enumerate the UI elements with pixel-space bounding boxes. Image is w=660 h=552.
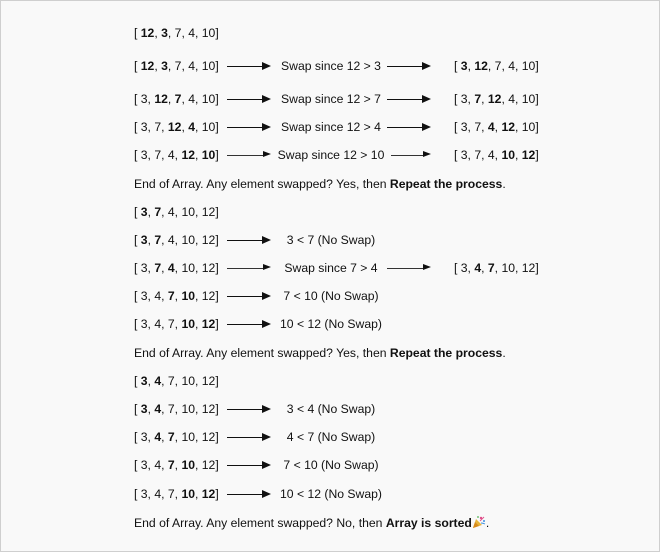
arrow-icon bbox=[227, 402, 271, 416]
arrow-icon bbox=[227, 92, 271, 106]
arrow-icon bbox=[227, 148, 271, 162]
result-array: [ 3, 7, 12, 4, 10] bbox=[454, 92, 539, 106]
arrow-icon bbox=[227, 289, 271, 303]
compare-label: Swap since 12 > 7 bbox=[281, 92, 381, 106]
end-of-pass-note: End of Array. Any element swapped? Yes, then Repeat the process. bbox=[134, 346, 506, 360]
compare-label: Swap since 12 > 4 bbox=[281, 120, 381, 134]
arrow-icon bbox=[227, 261, 271, 275]
compare-left-array: [ 3, 7, 4, 10, 12] bbox=[134, 233, 219, 247]
arrow-icon bbox=[227, 120, 271, 134]
result-array: [ 3, 12, 7, 4, 10] bbox=[454, 59, 539, 73]
arrow-icon bbox=[391, 148, 431, 162]
compare-left-array: [ 3, 4, 7, 10, 12] bbox=[134, 402, 219, 416]
arrow-icon bbox=[227, 317, 271, 331]
compare-label: 7 < 10 (No Swap) bbox=[283, 458, 379, 472]
compare-label: 3 < 4 (No Swap) bbox=[286, 402, 376, 416]
compare-left-array: [ 3, 7, 12, 4, 10] bbox=[134, 120, 219, 134]
arrow-icon bbox=[227, 487, 271, 501]
compare-left-array: [ 3, 4, 7, 10, 12] bbox=[134, 289, 219, 303]
arrow-icon bbox=[227, 233, 271, 247]
end-of-sort-note: End of Array. Any element swapped? No, then Array is sorted . bbox=[134, 516, 490, 530]
compare-label: 3 < 7 (No Swap) bbox=[286, 233, 376, 247]
compare-left-array: [ 12, 3, 7, 4, 10] bbox=[134, 59, 219, 73]
compare-left-array: [ 3, 4, 7, 10, 12] bbox=[134, 458, 219, 472]
compare-left-array: [ 3, 7, 4, 10, 12] bbox=[134, 261, 219, 275]
result-array: [ 3, 4, 7, 10, 12] bbox=[454, 261, 539, 275]
compare-label: 10 < 12 (No Swap) bbox=[280, 317, 382, 331]
compare-left-array: [ 3, 4, 7, 10, 12] bbox=[134, 487, 219, 501]
array-state-pass1: [ 12, 3, 7, 4, 10] bbox=[134, 26, 219, 40]
compare-left-array: [ 3, 7, 4, 12, 10] bbox=[134, 148, 219, 162]
party-popper-icon bbox=[472, 515, 486, 529]
arrow-icon bbox=[227, 59, 271, 73]
arrow-icon bbox=[227, 430, 271, 444]
compare-left-array: [ 3, 4, 7, 10, 12] bbox=[134, 317, 219, 331]
compare-label: 10 < 12 (No Swap) bbox=[280, 487, 382, 501]
result-array: [ 3, 7, 4, 10, 12] bbox=[454, 148, 539, 162]
end-of-pass-note: End of Array. Any element swapped? Yes, then Repeat the process. bbox=[134, 177, 506, 191]
arrow-icon bbox=[387, 120, 431, 134]
compare-left-array: [ 3, 4, 7, 10, 12] bbox=[134, 430, 219, 444]
array-state-pass3: [ 3, 4, 7, 10, 12] bbox=[134, 374, 219, 388]
result-array: [ 3, 7, 4, 12, 10] bbox=[454, 120, 539, 134]
compare-label: Swap since 12 > 10 bbox=[277, 148, 385, 162]
arrow-icon bbox=[387, 261, 431, 275]
arrow-icon bbox=[387, 92, 431, 106]
compare-left-array: [ 3, 12, 7, 4, 10] bbox=[134, 92, 219, 106]
compare-label: Swap since 7 > 4 bbox=[284, 261, 378, 275]
compare-label: 7 < 10 (No Swap) bbox=[283, 289, 379, 303]
compare-label: Swap since 12 > 3 bbox=[281, 59, 381, 73]
array-state-pass2: [ 3, 7, 4, 10, 12] bbox=[134, 205, 219, 219]
arrow-icon bbox=[227, 458, 271, 472]
arrow-icon bbox=[387, 59, 431, 73]
compare-label: 4 < 7 (No Swap) bbox=[286, 430, 376, 444]
